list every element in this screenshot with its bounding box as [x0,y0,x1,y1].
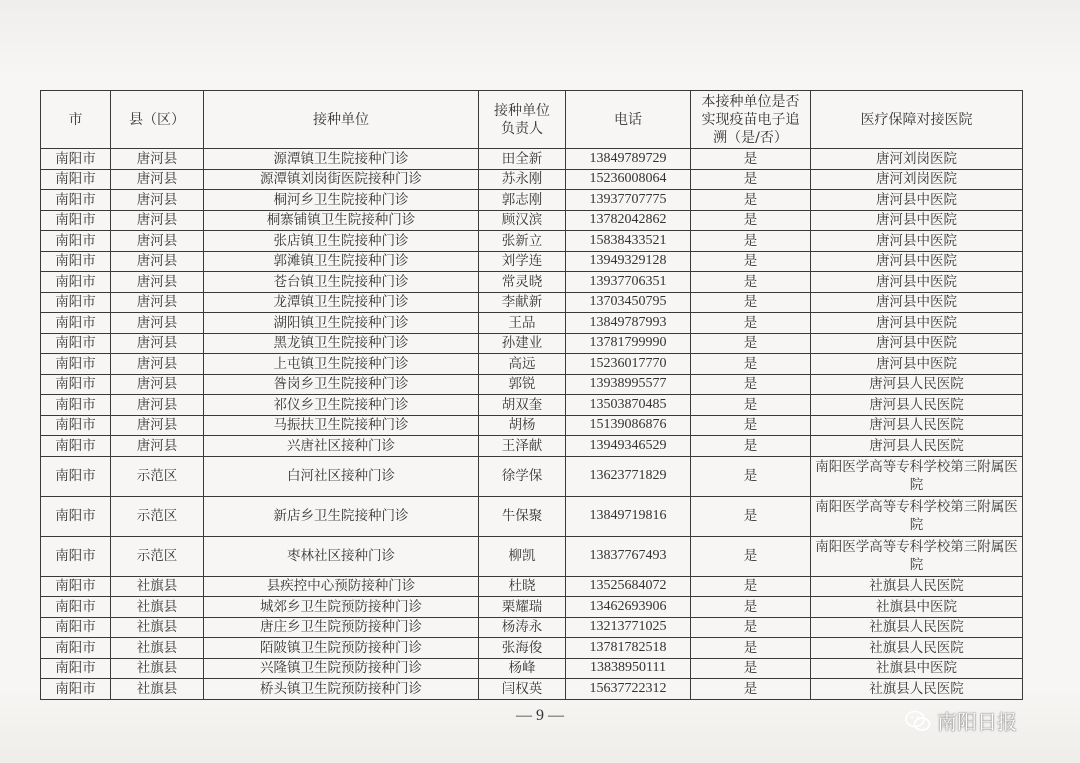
cell-county: 唐河县 [111,313,204,334]
table-row [41,679,1023,700]
cell-county: 社旗县 [111,638,204,659]
table-row [41,313,1023,334]
cell-hospital: 社旗县人民医院 [811,638,1023,659]
cell-manager: 孙建业 [479,333,566,354]
cell-phone: 13949329128 [566,251,691,272]
header-traceability: 本接种单位是否实现疫苗电子追溯（是/否） [691,91,811,149]
cell-manager: 杨峰 [479,658,566,679]
cell-city: 南阳市 [41,190,111,211]
cell-city: 南阳市 [41,395,111,416]
table-row [41,415,1023,436]
cell-site: 县疾控中心预防接种门诊 [204,576,479,597]
cell-manager: 闫权英 [479,679,566,700]
cell-phone: 13503870485 [566,395,691,416]
cell-city: 南阳市 [41,496,111,536]
cell-site: 桐河乡卫生院接种门诊 [204,190,479,211]
cell-manager: 常灵晓 [479,272,566,293]
watermark [905,706,1017,735]
cell-city: 南阳市 [41,292,111,313]
cell-city: 南阳市 [41,354,111,375]
cell-hospital: 唐河县中医院 [811,354,1023,375]
cell-county: 社旗县 [111,617,204,638]
cell-phone: 15236008064 [566,169,691,190]
cell-city: 南阳市 [41,374,111,395]
cell-phone: 13782042862 [566,210,691,231]
cell-site: 城郊乡卫生院预防接种门诊 [204,597,479,618]
cell-manager: 杜晓 [479,576,566,597]
cell-site: 枣林社区接种门诊 [204,536,479,576]
cell-traceable: 是 [691,313,811,334]
cell-hospital: 唐河县中医院 [811,272,1023,293]
cell-site: 祁仪乡卫生院接种门诊 [204,395,479,416]
cell-city: 南阳市 [41,313,111,334]
cell-manager: 田全新 [479,149,566,170]
watermark-text: 南阳日报 [937,710,1017,734]
cell-hospital: 社旗县人民医院 [811,617,1023,638]
cell-county: 社旗县 [111,597,204,618]
cell-county: 唐河县 [111,210,204,231]
cell-city: 南阳市 [41,272,111,293]
cell-hospital: 南阳医学高等专科学校第三附属医院 [811,536,1023,576]
cell-city: 南阳市 [41,536,111,576]
table-row [41,597,1023,618]
cell-county: 唐河县 [111,374,204,395]
cell-hospital: 唐河县中医院 [811,190,1023,211]
cell-site: 马振扶卫生院接种门诊 [204,415,479,436]
cell-site: 桐寨铺镇卫生院接种门诊 [204,210,479,231]
cell-phone: 13703450795 [566,292,691,313]
header-city: 市 [41,91,111,149]
cell-site: 新店乡卫生院接种门诊 [204,496,479,536]
header-manager: 接种单位负责人 [479,91,566,149]
header-site: 接种单位 [204,91,479,149]
cell-manager: 胡杨 [479,415,566,436]
cell-traceable: 是 [691,536,811,576]
table-row [41,638,1023,659]
table-row [41,617,1023,638]
cell-manager: 郭志刚 [479,190,566,211]
table-header-row [41,91,1023,149]
cell-site: 龙潭镇卫生院接种门诊 [204,292,479,313]
cell-county: 示范区 [111,456,204,496]
vaccination-sites-table [40,90,1023,700]
cell-manager: 胡双奎 [479,395,566,416]
cell-city: 南阳市 [41,617,111,638]
cell-phone: 15838433521 [566,231,691,252]
cell-county: 唐河县 [111,415,204,436]
cell-phone: 15236017770 [566,354,691,375]
cell-manager: 牛保聚 [479,496,566,536]
cell-county: 唐河县 [111,231,204,252]
cell-manager: 王品 [479,313,566,334]
table-row [41,436,1023,457]
cell-hospital: 唐河县中医院 [811,231,1023,252]
cell-site: 上屯镇卫生院接种门诊 [204,354,479,375]
cell-traceable: 是 [691,576,811,597]
cell-hospital: 唐河县人民医院 [811,395,1023,416]
cell-traceable: 是 [691,658,811,679]
cell-county: 唐河县 [111,149,204,170]
cell-traceable: 是 [691,638,811,659]
cell-site: 张店镇卫生院接种门诊 [204,231,479,252]
cell-city: 南阳市 [41,149,111,170]
cell-manager: 张新立 [479,231,566,252]
table-row [41,169,1023,190]
cell-hospital: 社旗县中医院 [811,597,1023,618]
cell-hospital: 唐河刘岗医院 [811,149,1023,170]
cell-phone: 13781799990 [566,333,691,354]
cell-county: 唐河县 [111,333,204,354]
cell-city: 南阳市 [41,456,111,496]
cell-site: 郭滩镇卫生院接种门诊 [204,251,479,272]
cell-traceable: 是 [691,272,811,293]
cell-site: 苍台镇卫生院接种门诊 [204,272,479,293]
cell-city: 南阳市 [41,169,111,190]
cell-county: 唐河县 [111,354,204,375]
cell-phone: 13837767493 [566,536,691,576]
cell-site: 源潭镇刘岗街医院接种门诊 [204,169,479,190]
table-row [41,272,1023,293]
cell-traceable: 是 [691,231,811,252]
cell-city: 南阳市 [41,436,111,457]
cell-city: 南阳市 [41,231,111,252]
table-row [41,374,1023,395]
table-row [41,251,1023,272]
cell-county: 社旗县 [111,679,204,700]
cell-hospital: 社旗县人民医院 [811,576,1023,597]
cell-traceable: 是 [691,354,811,375]
cell-site: 湖阳镇卫生院接种门诊 [204,313,479,334]
table-row [41,354,1023,375]
cell-hospital: 唐河县中医院 [811,333,1023,354]
cell-hospital: 南阳医学高等专科学校第三附属医院 [811,496,1023,536]
cell-phone: 13937707775 [566,190,691,211]
header-county: 县（区） [111,91,204,149]
cell-site: 桥头镇卫生院预防接种门诊 [204,679,479,700]
cell-manager: 李献新 [479,292,566,313]
cell-county: 示范区 [111,496,204,536]
cell-site: 兴隆镇卫生院预防接种门诊 [204,658,479,679]
cell-site: 昝岗乡卫生院接种门诊 [204,374,479,395]
table-row [41,536,1023,576]
cell-city: 南阳市 [41,679,111,700]
cell-site: 唐庄乡卫生院预防接种门诊 [204,617,479,638]
cell-city: 南阳市 [41,251,111,272]
cell-manager: 杨涛永 [479,617,566,638]
table-row [41,658,1023,679]
cell-city: 南阳市 [41,210,111,231]
table-row [41,210,1023,231]
cell-site: 兴唐社区接种门诊 [204,436,479,457]
cell-site: 陌陂镇卫生院预防接种门诊 [204,638,479,659]
cell-county: 唐河县 [111,395,204,416]
cell-traceable: 是 [691,374,811,395]
cell-phone: 15139086876 [566,415,691,436]
cell-manager: 刘学连 [479,251,566,272]
table-row [41,149,1023,170]
table-row [41,496,1023,536]
table-row [41,576,1023,597]
cell-traceable: 是 [691,679,811,700]
cell-phone: 13781782518 [566,638,691,659]
cell-county: 唐河县 [111,436,204,457]
cell-hospital: 社旗县人民医院 [811,679,1023,700]
cell-phone: 13849719816 [566,496,691,536]
cell-traceable: 是 [691,169,811,190]
wechat-icon [905,710,931,732]
cell-city: 南阳市 [41,333,111,354]
cell-traceable: 是 [691,395,811,416]
cell-traceable: 是 [691,210,811,231]
page-number: — 9 — [516,707,564,724]
cell-phone: 13525684072 [566,576,691,597]
cell-traceable: 是 [691,292,811,313]
cell-hospital: 唐河县中医院 [811,292,1023,313]
cell-hospital: 南阳医学高等专科学校第三附属医院 [811,456,1023,496]
table-row [41,395,1023,416]
cell-traceable: 是 [691,190,811,211]
cell-traceable: 是 [691,333,811,354]
cell-county: 唐河县 [111,272,204,293]
cell-city: 南阳市 [41,576,111,597]
cell-county: 示范区 [111,536,204,576]
cell-traceable: 是 [691,436,811,457]
cell-traceable: 是 [691,149,811,170]
cell-manager: 张海俊 [479,638,566,659]
cell-city: 南阳市 [41,638,111,659]
cell-phone: 13949346529 [566,436,691,457]
cell-city: 南阳市 [41,597,111,618]
cell-manager: 柳凯 [479,536,566,576]
cell-manager: 顾汉滨 [479,210,566,231]
cell-traceable: 是 [691,597,811,618]
cell-manager: 徐学保 [479,456,566,496]
cell-county: 唐河县 [111,292,204,313]
cell-site: 白河社区接种门诊 [204,456,479,496]
cell-hospital: 唐河县中医院 [811,251,1023,272]
cell-phone: 13213771025 [566,617,691,638]
cell-traceable: 是 [691,251,811,272]
cell-phone: 13937706351 [566,272,691,293]
cell-manager: 高远 [479,354,566,375]
cell-traceable: 是 [691,456,811,496]
cell-manager: 郭锐 [479,374,566,395]
table-row [41,190,1023,211]
cell-hospital: 唐河县中医院 [811,210,1023,231]
cell-manager: 王泽献 [479,436,566,457]
cell-city: 南阳市 [41,658,111,679]
cell-county: 唐河县 [111,251,204,272]
table-row [41,456,1023,496]
cell-county: 社旗县 [111,576,204,597]
cell-traceable: 是 [691,415,811,436]
cell-traceable: 是 [691,617,811,638]
table-row [41,292,1023,313]
cell-county: 唐河县 [111,190,204,211]
cell-hospital: 唐河县中医院 [811,313,1023,334]
cell-phone: 13938995577 [566,374,691,395]
cell-phone: 13623771829 [566,456,691,496]
cell-manager: 苏永刚 [479,169,566,190]
cell-county: 唐河县 [111,169,204,190]
cell-phone: 13849789729 [566,149,691,170]
header-hospital: 医疗保障对接医院 [811,91,1023,149]
cell-hospital: 唐河县人民医院 [811,436,1023,457]
cell-manager: 栗耀瑞 [479,597,566,618]
cell-phone: 13849787993 [566,313,691,334]
cell-county: 社旗县 [111,658,204,679]
cell-traceable: 是 [691,496,811,536]
cell-phone: 13462693906 [566,597,691,618]
cell-hospital: 唐河刘岗医院 [811,169,1023,190]
cell-hospital: 社旗县中医院 [811,658,1023,679]
table-row [41,333,1023,354]
cell-phone: 15637722312 [566,679,691,700]
cell-site: 黑龙镇卫生院接种门诊 [204,333,479,354]
table-row [41,231,1023,252]
header-phone: 电话 [566,91,691,149]
cell-site: 源潭镇卫生院接种门诊 [204,149,479,170]
cell-city: 南阳市 [41,415,111,436]
cell-hospital: 唐河县人民医院 [811,415,1023,436]
cell-phone: 13838950111 [566,658,691,679]
cell-hospital: 唐河县人民医院 [811,374,1023,395]
